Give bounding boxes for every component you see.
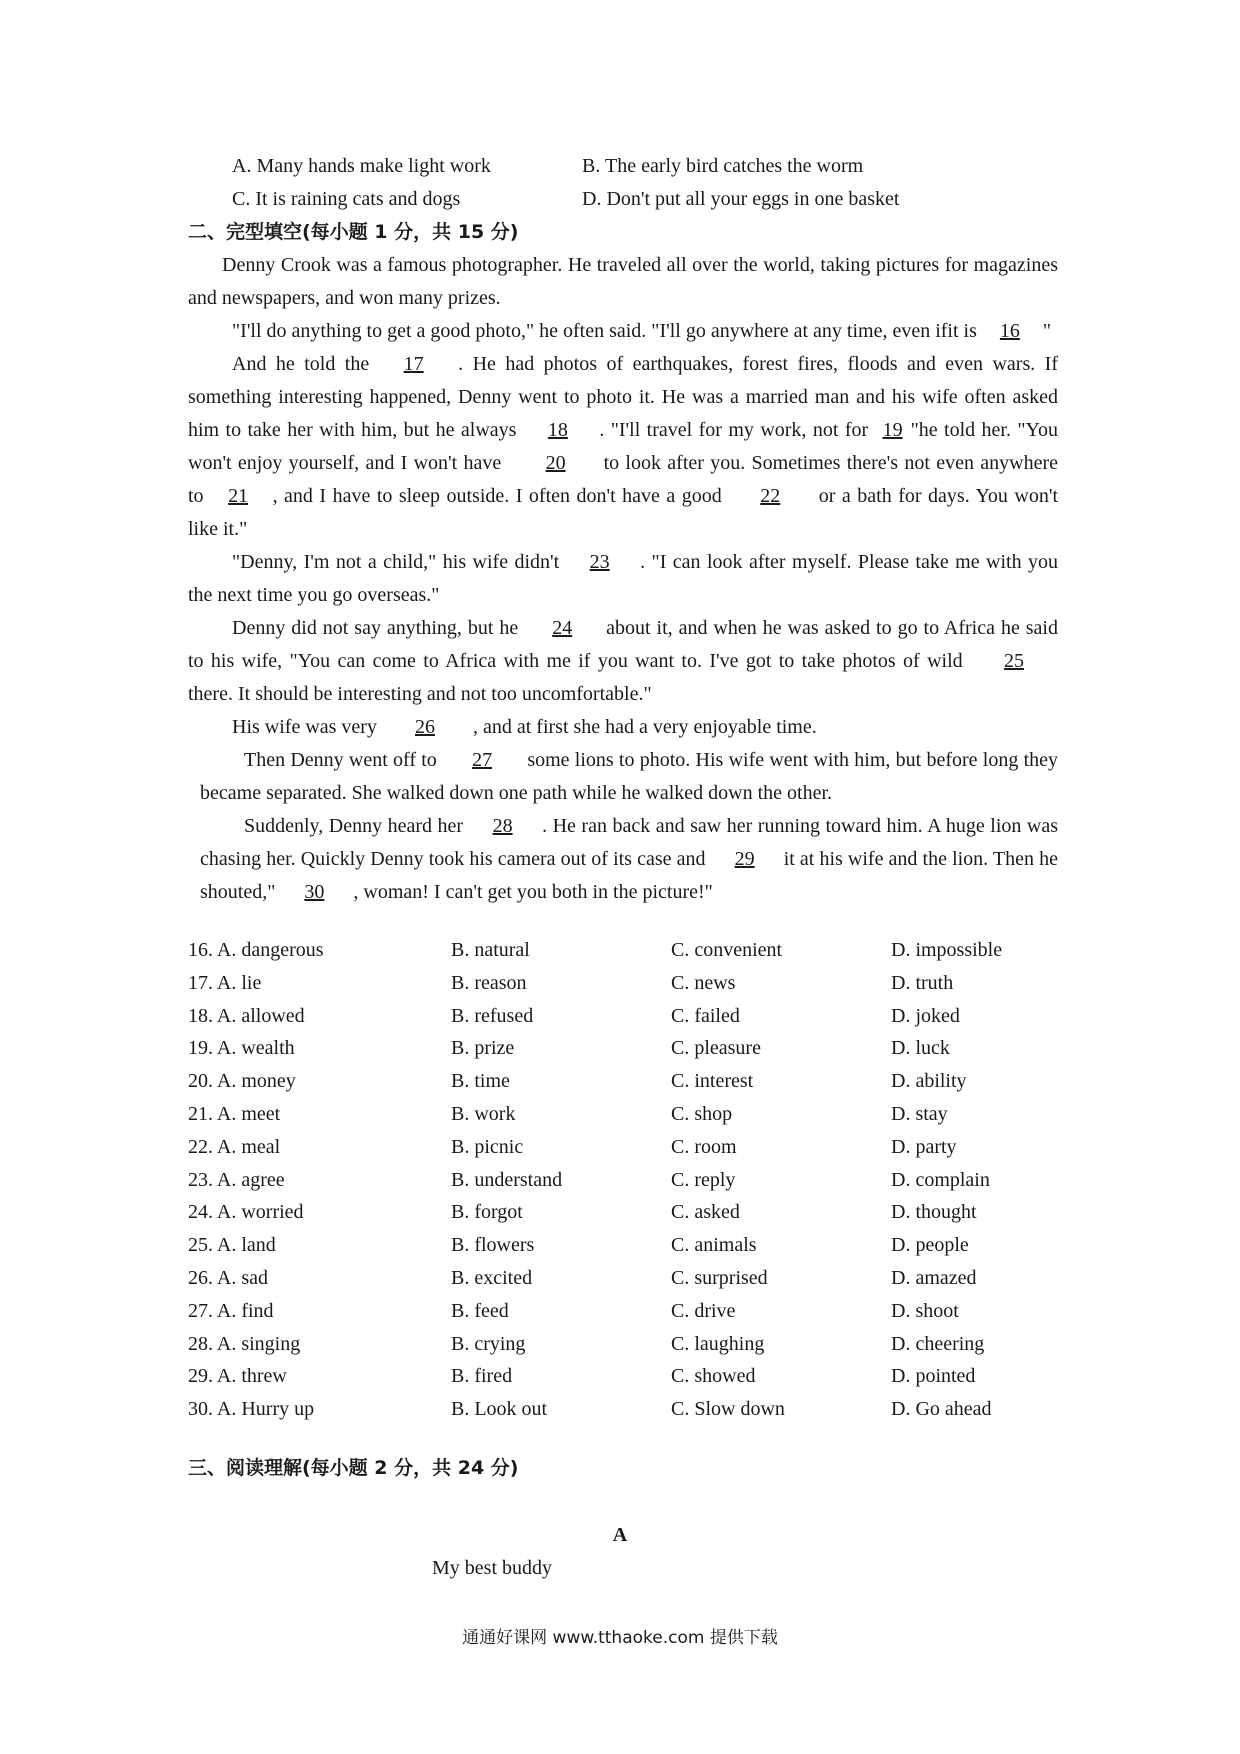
blank-24: 24 bbox=[552, 617, 573, 639]
option-c: C. failed bbox=[671, 1004, 740, 1027]
option-c: C. laughing bbox=[671, 1332, 765, 1355]
option-b: B. forgot bbox=[451, 1201, 523, 1224]
option-a: 25. A. land bbox=[188, 1234, 276, 1257]
blank-25: 25 bbox=[1004, 650, 1024, 672]
paragraph bbox=[188, 546, 1058, 612]
text: "I'll do anything to get a good photo," he often said. "I'll go anywhere at any time, even ifit is bbox=[232, 320, 977, 342]
option-b: B. time bbox=[451, 1070, 510, 1093]
option-c: C. It is raining cats and dogs bbox=[232, 188, 461, 210]
option-d: D. stay bbox=[891, 1102, 948, 1125]
paragraph bbox=[188, 612, 1058, 711]
option-a: A. Many hands make light work bbox=[232, 155, 491, 177]
option-a: 19. A. wealth bbox=[188, 1037, 295, 1060]
paragraph bbox=[188, 348, 1058, 546]
footer-source: 通通好课网 www.tthaoke.com 提供下载 bbox=[462, 1628, 778, 1648]
option-b: B. picnic bbox=[451, 1135, 524, 1158]
option-d: D. party bbox=[891, 1135, 957, 1158]
option-b: B. natural bbox=[451, 939, 530, 961]
section-heading-reading: 三、阅读理解(每小题 2 分，共 24 分) bbox=[188, 1457, 519, 1479]
option-row bbox=[232, 150, 1092, 183]
answer-options-list bbox=[188, 934, 1068, 1426]
text: . "I'll travel for my work, not for bbox=[599, 419, 869, 441]
option-d: D. luck bbox=[891, 1037, 950, 1060]
option-d: D. ability bbox=[891, 1070, 967, 1093]
option-b: B. crying bbox=[451, 1332, 526, 1355]
option-c: C. interest bbox=[671, 1070, 754, 1093]
blank-22: 22 bbox=[760, 485, 781, 507]
option-a: 26. A. sad bbox=[188, 1266, 268, 1289]
text: "Denny, I'm not a child," his wife didn't bbox=[232, 551, 560, 573]
text: there. It should be interesting and not too uncomfortable." bbox=[188, 683, 652, 705]
option-a: 23. A. agree bbox=[188, 1168, 285, 1191]
option-row bbox=[188, 1295, 1068, 1328]
option-b: B. refused bbox=[451, 1004, 534, 1027]
blank-19: 19 bbox=[882, 419, 903, 441]
blank-23: 23 bbox=[589, 551, 610, 573]
option-d: D. Don't put all your eggs in one basket bbox=[582, 188, 900, 210]
option-row bbox=[188, 1196, 1068, 1229]
option-row bbox=[188, 1164, 1068, 1197]
option-c: C. convenient bbox=[671, 939, 783, 961]
text: His wife was very bbox=[232, 716, 377, 738]
blank-30: 30 bbox=[304, 881, 325, 903]
option-d: D. pointed bbox=[891, 1365, 976, 1388]
option-row bbox=[188, 934, 1068, 967]
paragraph bbox=[188, 810, 1058, 909]
option-b: B. excited bbox=[451, 1266, 533, 1289]
option-c: C. room bbox=[671, 1135, 737, 1158]
text: Then Denny went off to bbox=[244, 749, 437, 771]
option-b: B. reason bbox=[451, 971, 527, 994]
option-d: D. cheering bbox=[891, 1332, 985, 1355]
option-b: B. prize bbox=[451, 1037, 515, 1060]
text: about it, and when he was asked to go to Africa he said to his wife, "You can come to Africa with me if you want to. I've got to take photos of wild bbox=[188, 617, 1058, 672]
option-a: 29. A. threw bbox=[188, 1365, 287, 1388]
option-d: D. Go ahead bbox=[891, 1398, 992, 1421]
blank-26: 26 bbox=[414, 716, 435, 738]
option-c: C. showed bbox=[671, 1365, 756, 1388]
option-b: B. understand bbox=[451, 1168, 563, 1191]
option-d: D. truth bbox=[891, 971, 954, 994]
paragraph: Denny Crook was a famous photographer. He traveled all over the world, taking pictures for magazines and newspapers, and won many prizes. bbox=[188, 254, 1058, 309]
option-c: C. drive bbox=[671, 1299, 736, 1322]
option-row bbox=[188, 1098, 1068, 1131]
option-d: D. impossible bbox=[891, 939, 1003, 961]
option-a: 28. A. singing bbox=[188, 1332, 301, 1355]
text: , and I have to sleep outside. I often don't have a good bbox=[272, 485, 722, 507]
blank-17: 17 bbox=[403, 353, 424, 375]
option-row bbox=[188, 1262, 1068, 1295]
option-c: C. Slow down bbox=[671, 1398, 785, 1421]
text: And he told the bbox=[232, 353, 370, 375]
option-a: 24. A. worried bbox=[188, 1201, 304, 1224]
option-a: 27. A. find bbox=[188, 1299, 274, 1322]
option-row bbox=[188, 1328, 1068, 1361]
text: , woman! I can't get you both in the picture!" bbox=[353, 881, 713, 903]
option-d: D. shoot bbox=[891, 1299, 959, 1322]
part-label: A bbox=[612, 1524, 628, 1546]
blank-20: 20 bbox=[545, 452, 566, 474]
option-a: 16. A. dangerous bbox=[188, 939, 324, 961]
blank-16: 16 bbox=[999, 320, 1020, 342]
option-d: D. thought bbox=[891, 1201, 977, 1224]
option-d: D. joked bbox=[891, 1004, 960, 1027]
option-c: C. pleasure bbox=[671, 1037, 761, 1060]
option-d: D. people bbox=[891, 1234, 969, 1257]
blank-21: 21 bbox=[228, 485, 249, 507]
section-heading-cloze: 二、完型填空(每小题 1 分，共 15 分) bbox=[188, 221, 519, 243]
text: Suddenly, Denny heard her bbox=[244, 815, 464, 837]
option-row bbox=[188, 1229, 1068, 1262]
option-d: D. complain bbox=[891, 1168, 990, 1191]
text: Denny did not say anything, but he bbox=[232, 617, 519, 639]
text: to look after you. Sometimes there's not even anywhere to bbox=[188, 452, 1059, 507]
paragraph bbox=[188, 711, 1058, 744]
option-a: 30. A. Hurry up bbox=[188, 1398, 315, 1421]
option-a: 20. A. money bbox=[188, 1070, 296, 1093]
text: or a bath for days. You won't like it." bbox=[188, 485, 1059, 540]
option-c: C. surprised bbox=[671, 1266, 768, 1289]
option-a: 21. A. meet bbox=[188, 1102, 281, 1125]
text: "he told her. "You won't enjoy yourself, and I won't have bbox=[188, 419, 1058, 474]
option-c: C. reply bbox=[671, 1168, 736, 1191]
story-title: My best buddy bbox=[432, 1557, 552, 1579]
text: . He had photos of earthquakes, forest fires, floods and even wars. If something interesting happened, Denny went to photo it. He was a married man and his wife often asked him to take her with him, but he always bbox=[188, 353, 1059, 441]
option-c: C. news bbox=[671, 971, 736, 994]
paragraph bbox=[188, 744, 1058, 810]
option-b: B. Look out bbox=[451, 1398, 548, 1421]
option-row bbox=[188, 1393, 1068, 1426]
option-b: B. feed bbox=[451, 1299, 509, 1322]
blank-18: 18 bbox=[547, 419, 568, 441]
option-row bbox=[232, 183, 1092, 216]
previous-question-options bbox=[232, 150, 1092, 216]
blank-29: 29 bbox=[734, 848, 755, 870]
option-row bbox=[188, 1032, 1068, 1065]
paragraph bbox=[188, 315, 1058, 348]
option-c: C. shop bbox=[671, 1102, 733, 1125]
text: . "I can look after myself. Please take me with you the next time you go overseas." bbox=[188, 551, 1059, 606]
option-b: B. flowers bbox=[451, 1234, 535, 1257]
option-row bbox=[188, 1065, 1068, 1098]
option-a: 18. A. allowed bbox=[188, 1004, 305, 1027]
option-row bbox=[188, 967, 1068, 1000]
option-b: B. fired bbox=[451, 1365, 513, 1388]
option-row bbox=[188, 1000, 1068, 1033]
cloze-passage bbox=[188, 249, 1058, 909]
option-b: B. The early bird catches the worm bbox=[582, 155, 864, 177]
option-d: D. amazed bbox=[891, 1266, 977, 1289]
option-a: 22. A. meal bbox=[188, 1135, 281, 1158]
option-c: C. asked bbox=[671, 1201, 740, 1224]
text: some lions to photo. His wife went with him, but before long they became separated. She walked down one path while he walked down the other. bbox=[200, 749, 1059, 804]
option-row bbox=[188, 1360, 1068, 1393]
option-a: 17. A. lie bbox=[188, 971, 262, 994]
blank-27: 27 bbox=[472, 749, 493, 771]
option-row bbox=[188, 1131, 1068, 1164]
option-c: C. animals bbox=[671, 1234, 757, 1257]
text: it at his wife and the lion. Then he shouted," bbox=[200, 848, 1059, 903]
option-b: B. work bbox=[451, 1102, 516, 1125]
text: " bbox=[1042, 320, 1052, 342]
blank-28: 28 bbox=[492, 815, 513, 837]
text: , and at first she had a very enjoyable time. bbox=[472, 716, 817, 738]
text: . He ran back and saw her running toward him. A huge lion was chasing her. Quickly Denny took his camera out of its case and bbox=[200, 815, 1059, 870]
